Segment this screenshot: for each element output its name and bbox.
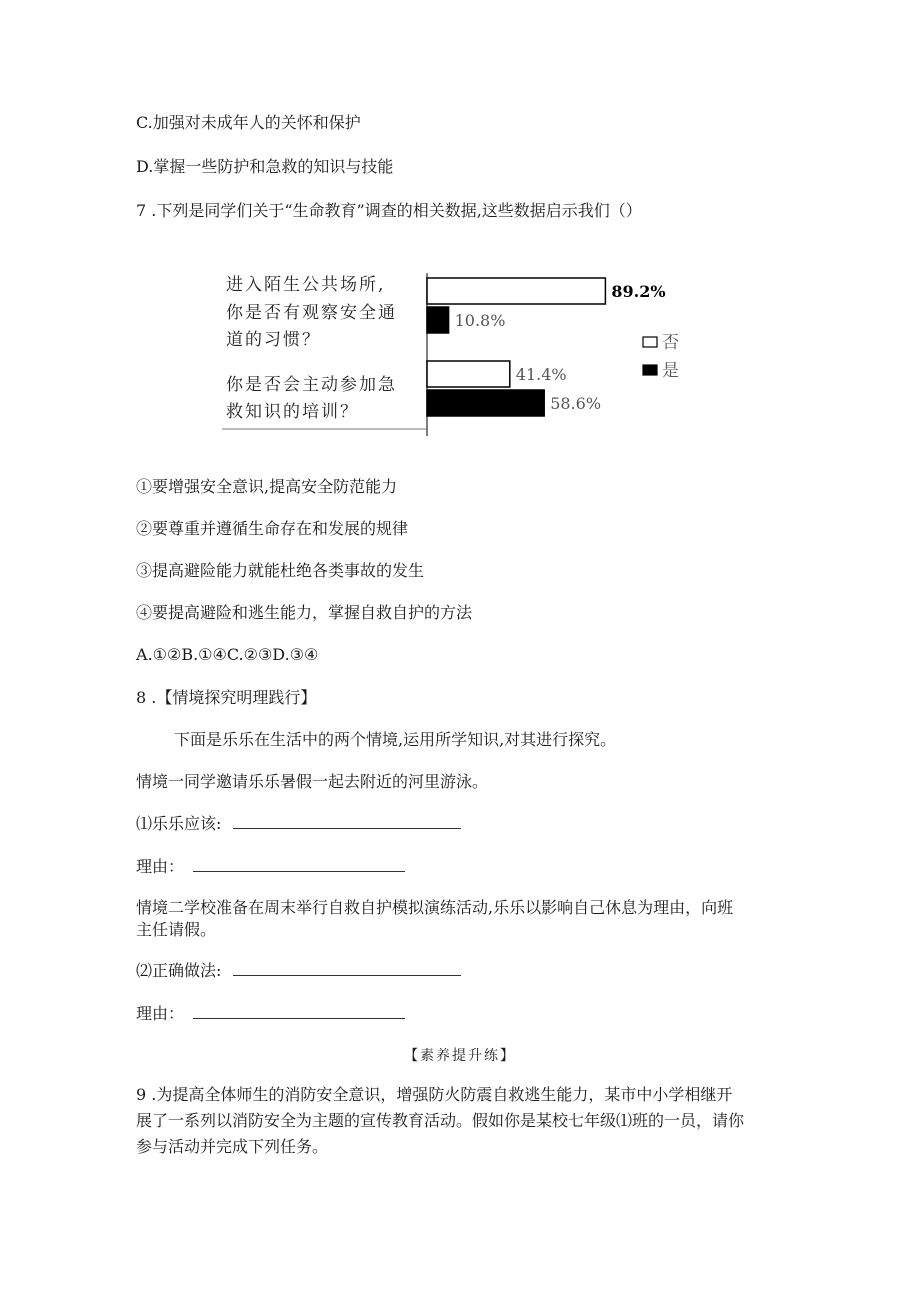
answer-options: A.①②B.①④C.②③D.③④ bbox=[136, 645, 319, 664]
statement-1: ①要增强安全意识,提高安全防范能力 bbox=[136, 477, 398, 496]
reason-2-blank[interactable] bbox=[193, 1004, 405, 1019]
option-c: C.加强对未成年人的关怀和保护 bbox=[136, 113, 361, 132]
scenario-2-line-2: 主任请假。 bbox=[136, 920, 217, 939]
question-9-line-3: 参与活动并完成下列任务。 bbox=[136, 1137, 329, 1156]
bar-yes bbox=[427, 390, 544, 416]
category-label: 道的习惯？ bbox=[226, 330, 321, 350]
question-7: 7 .下列是同学们关于“生命教育”调查的相关数据,这些数据启示我们（） bbox=[136, 201, 642, 220]
category-label: 救知识的培训？ bbox=[226, 402, 359, 422]
reason-2-label: 理由： bbox=[136, 1004, 185, 1023]
data-label: 58.6% bbox=[550, 394, 602, 413]
question-8-intro: 下面是乐乐在生活中的两个情境,运用所学知识,对其进行探究。 bbox=[174, 730, 617, 749]
answer-1-label: ⑴乐乐应该: bbox=[136, 814, 222, 833]
answer-2-row bbox=[136, 961, 461, 981]
bar-no bbox=[427, 278, 605, 304]
category-label: 进入陌生公共场所, bbox=[226, 275, 386, 295]
answer-1-row bbox=[136, 814, 461, 834]
scenario-1: 情境一同学邀请乐乐暑假一起去附近的河里游泳。 bbox=[136, 772, 489, 791]
data-label: 10.8% bbox=[454, 311, 506, 330]
legend-swatch-no bbox=[643, 337, 657, 347]
question-9-line-1: 9 .为提高全体师生的消防安全意识，增强防火防震自救逃生能力，某市中小学相继开 bbox=[136, 1085, 733, 1104]
scenario-2-line-1: 情境二学校准备在周末举行自救自护模拟演练活动,乐乐以影响自己休息为理由，向班 bbox=[136, 898, 734, 917]
category-label: 你是否会主动参加急 bbox=[226, 375, 397, 395]
answer-1-blank[interactable] bbox=[233, 814, 461, 829]
reason-1-label: 理由： bbox=[136, 857, 185, 876]
legend-swatch-yes bbox=[643, 365, 657, 375]
reason-2-row bbox=[136, 1004, 405, 1024]
question-8: 8 .【情境探究明理践行】 bbox=[136, 688, 317, 707]
reason-1-blank[interactable] bbox=[193, 857, 405, 872]
answer-2-label: ⑵正确做法: bbox=[136, 961, 222, 980]
data-label: 41.4% bbox=[515, 365, 567, 384]
legend-label: 否 bbox=[662, 333, 679, 353]
reason-1-row bbox=[136, 857, 405, 877]
option-d: D.掌握一些防护和急救的知识与技能 bbox=[136, 157, 394, 176]
category-label: 你是否有观察安全通 bbox=[226, 303, 397, 323]
statement-2: ②要尊重并遵循生命存在和发展的规律 bbox=[136, 519, 409, 538]
statement-3: ③提高避险能力就能杜绝各类事故的发生 bbox=[136, 561, 425, 580]
data-label: 89.2% bbox=[611, 282, 666, 301]
bar-no bbox=[427, 361, 510, 387]
bar-yes bbox=[427, 307, 449, 333]
survey-bar-chart bbox=[222, 268, 679, 440]
legend-label: 是 bbox=[662, 361, 679, 381]
answer-2-blank[interactable] bbox=[233, 961, 461, 976]
section-heading: 【素养提升练】 bbox=[404, 1048, 516, 1064]
question-9-line-2: 展了一系列以消防安全为主题的宣传教育活动。假如你是某校七年级⑴班的一员，请你 bbox=[136, 1111, 745, 1130]
statement-4: ④要提高避险和逃生能力，掌握自救自护的方法 bbox=[136, 603, 473, 622]
